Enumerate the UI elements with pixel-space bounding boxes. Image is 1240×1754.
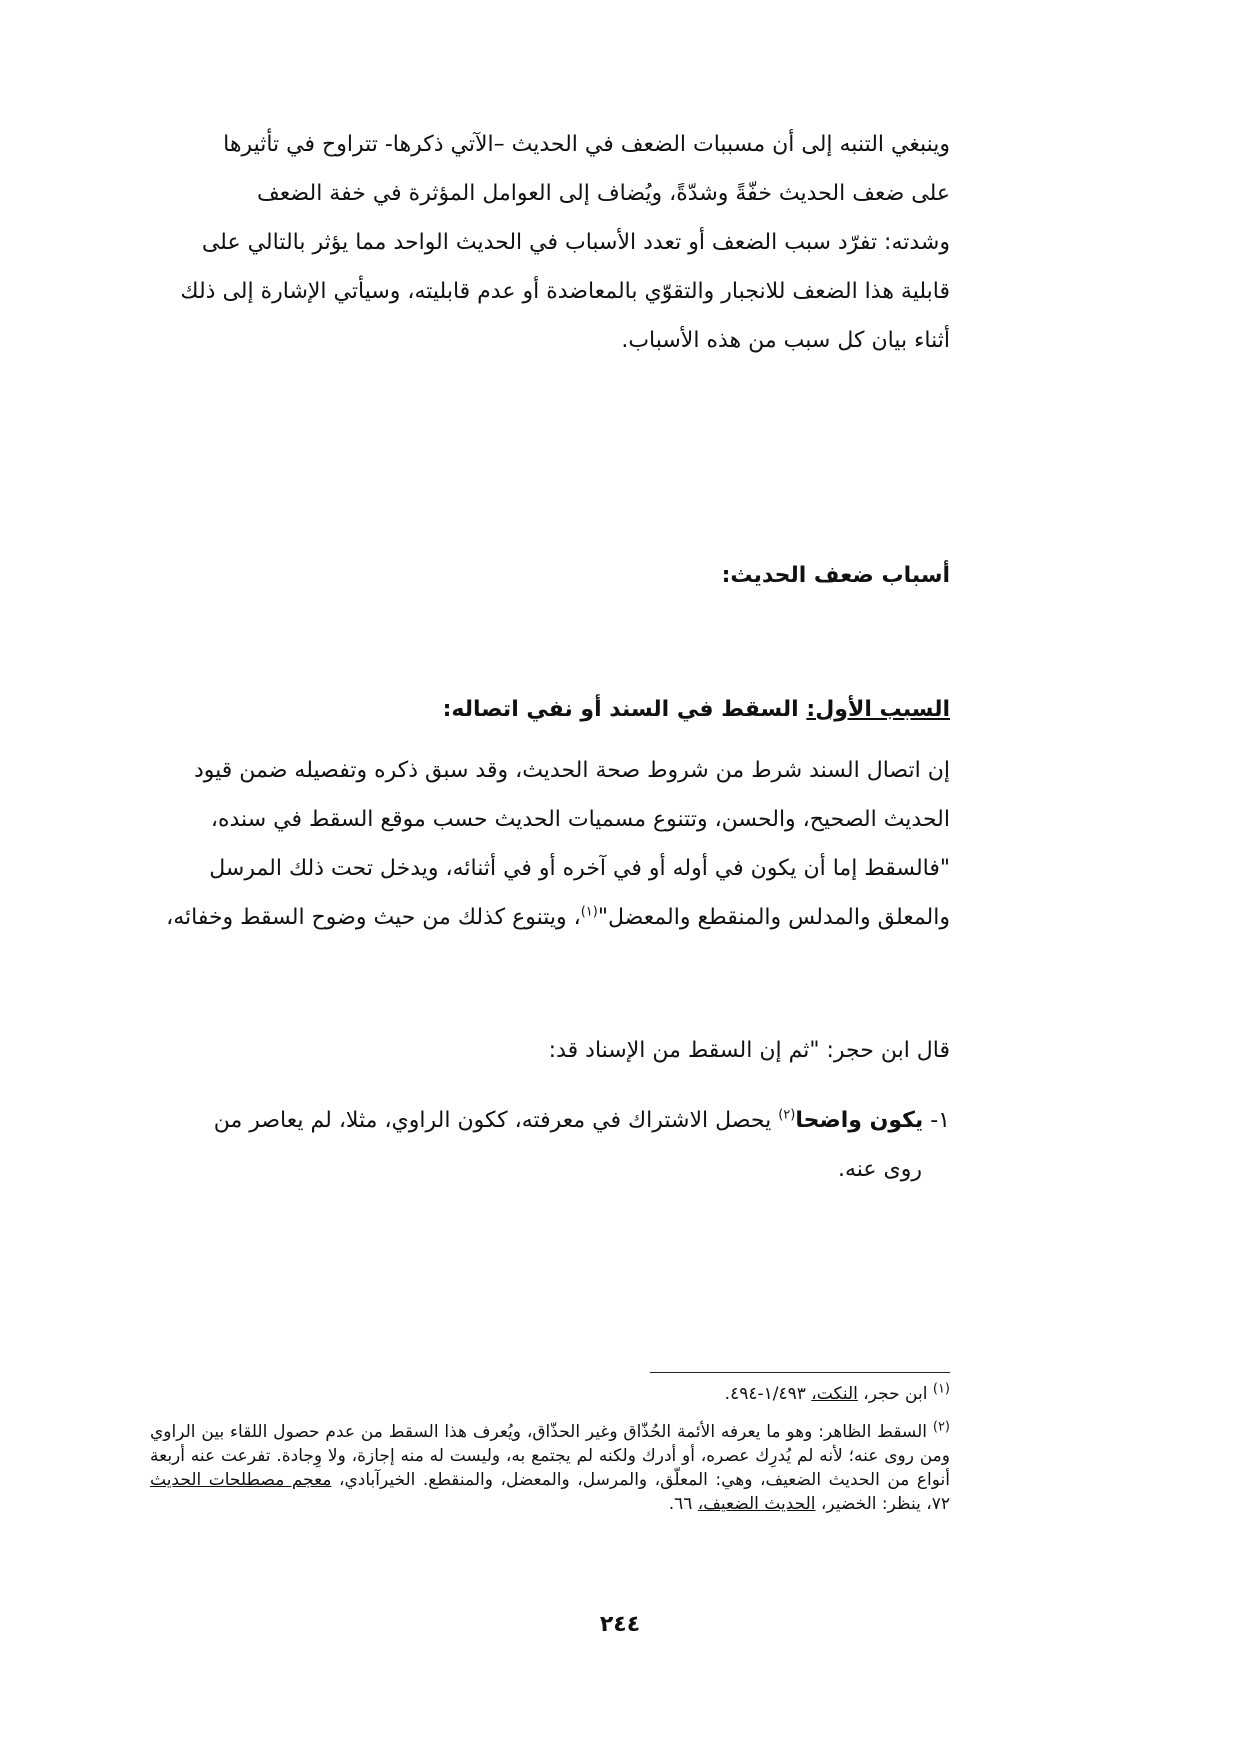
continuity-line-1: إن اتصال السند شرط من شروط صحة الحديث، وقد سبق ذكره وتفصيله ضمن قيود (193, 758, 950, 783)
footnote-1-book: النكت، (811, 1384, 858, 1404)
footnote-2 (150, 1420, 950, 1516)
intro-line-4: قابلية هذا الضعف للانجبار والتقوّي بالمعاضدة أو عدم قابليته، وسيأتي الإشارة إلى ذلك (180, 279, 950, 304)
footnotes (150, 1382, 950, 1516)
intro-line-2: على ضعف الحديث خفّةً وشدّةً، ويُضاف إلى العوامل المؤثرة في خفة الضعف (257, 181, 950, 206)
first-cause-label: السبب الأول: (806, 697, 950, 722)
continuity-paragraph-text (150, 746, 950, 942)
footnote-2-text-a: السقط الظاهر: وهو ما يعرفه الأئمة الحُذّاق وغير الحذّاق، ويُعرف هذا السقط من عدم حصول اللقاء بين الراوي ومن روى عنه؛ لأنه لم يُدرِك عصره، أو أدرك ولكنه لم يجتمع به، وليست له منه إجازة، ولا وِجادة. تفرعت عنه أربعة أنواع من الحديث الضعيف، وهي: المعلّق، والمرسل، والمعضل، والمنقطع. الخيرآبادي، (150, 1422, 950, 1490)
list-item-1-text (150, 1096, 950, 1194)
footnote-ref-2: (٢) (778, 1107, 796, 1123)
list-item-1 (150, 1096, 950, 1194)
causes-heading: أسباب ضعف الحديث: (721, 563, 950, 588)
footnote-2-book-2: الحديث الضعيف، (697, 1494, 816, 1514)
list-item-1-text-1: يحصل الاشتراك في معرفته، ككون الراوي، مثلا، لم يعاصر من (213, 1108, 772, 1133)
continuity-line-4 (150, 893, 950, 942)
list-item-1-line-1 (150, 1096, 950, 1145)
continuity-line-4a: والمعلق والمدلس والمنقطع والمعضل" (597, 905, 950, 930)
footnote-1-number: (١) (932, 1381, 950, 1397)
continuity-line-2: الحديث الصحيح، والحسن، وتتنوع مسميات الحديث حسب موقع السقط في سنده، (210, 807, 950, 832)
continuity-line-4b: ، ويتنوع كذلك من حيث وضوح السقط وخفائه، (166, 905, 581, 930)
list-item-1-bold: يكون واضحا (795, 1108, 924, 1133)
footnote-1-text-b: ١/٤٩٣-٤٩٤. (724, 1384, 806, 1404)
footnote-2-book-1: معجم مصطلحات الحديث (150, 1470, 332, 1490)
first-cause-title: السقط في السند أو نفي اتصاله: (442, 697, 799, 722)
quote-intro (150, 1026, 950, 1075)
intro-line-3: وشدته: تفرّد سبب الضعف أو تعدد الأسباب في الحديث الواحد مما يؤثر بالتالي على (201, 230, 950, 255)
intro-line-5: أثناء بيان كل سبب من هذه الأسباب. (621, 328, 950, 353)
continuity-line-3: "فالسقط إما أن يكون في أوله أو في آخره أو في أثنائه، ويدخل تحت ذلك المرسل (209, 856, 950, 881)
continuity-paragraph (150, 746, 950, 942)
quote-intro-text: قال ابن حجر: "ثم إن السقط من الإسناد قد: (548, 1038, 950, 1063)
footnote-2-number: (٢) (932, 1419, 950, 1435)
footnote-2-text-b: ٧٢، ينظر: الخضير، (820, 1494, 950, 1514)
intro-paragraph-text (150, 120, 950, 365)
intro-line-1: وينبغي التنبه إلى أن مسببات الضعف في الحديث –الآتي ذكرها- تتراوح في تأثيرها (223, 132, 950, 157)
list-item-1-line-2: روى عنه. (837, 1157, 922, 1182)
page-number: ٢٤٤ (599, 1612, 641, 1637)
intro-paragraph (150, 120, 950, 365)
first-cause-heading (443, 690, 950, 730)
list-item-1-number: ١- (930, 1108, 950, 1133)
footnote-2-text-c: ٦٦. (668, 1494, 693, 1514)
footnote-ref-1: (١) (580, 904, 598, 920)
footnote-1 (150, 1382, 950, 1406)
footnote-1-text-a: ابن حجر، (863, 1384, 928, 1404)
footnote-separator (650, 1372, 950, 1373)
